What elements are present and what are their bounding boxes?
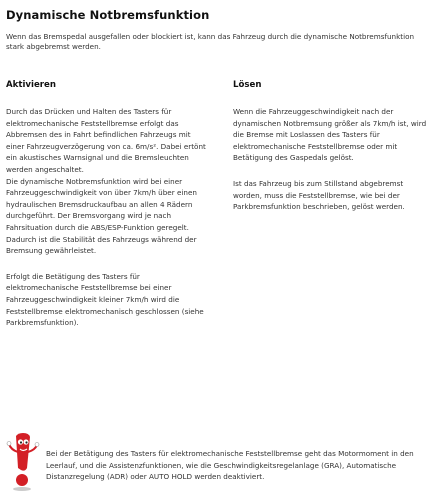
release-paragraph-1: Wenn die Fahrzeuggeschwindigkeit nach der dynamischen Notbremsung größer als 7km/h ist, wird die Bremse mit Loslassen des Tasters für elektromechanische Feststellbremse oder mit Betätigung des Gaspedals gelöst. [233,107,427,163]
release-heading: Lösen [233,80,262,90]
release-section [233,80,429,227]
exclamation-mascot-icon [6,432,40,492]
page-title: Dynamische Notbremsfunktion [6,8,210,22]
intro-paragraph: Wenn das Bremspedal ausgefallen oder blockiert ist, kann das Fahrzeug durch die dynamische Notbremsfunktion stark abgebremst werden. [6,32,415,52]
activate-paragraph-3: Erfolgt die Betätigung des Tasters für elektromechanische Feststellbremse bei einer Fahrzeuggeschwindigkeit kleiner 7km/h wird die Feststellbremse elektromechanisch geschlossen (siehe Parkbremsfunktion). [6,271,204,328]
warning-text: Bei der Betätigung des Tasters für elektromechanische Feststellbremse geht das Motormoment in den Leerlauf, und die Assistenzfunktionen, wie die Geschwindigkeitsregelanlage (GRA), Automatische Distanzregelung (ADR) oder AUTO HOLD werden deaktiviert. [46,449,414,482]
activate-heading: Aktivieren [6,80,56,90]
activate-paragraph-2: Die dynamische Notbremsfunktion wird bei einer Fahrzeuggeschwindigkeit von über 7km/h über einen hydraulischen Bremsdruckaufbau an allen 4 Rädern durchgeführt. Der Bremsvorgang wird je nach Fahrsituation durch die ABS/ESP-Funktion geregelt. Dadurch ist die Stabilität des Fahrzeugs während der Bremsung gewährleistet. [6,176,197,256]
release-paragraph-2: Ist das Fahrzeug bis zum Stillstand abgebremst worden, muss die Feststellbremse, wie bei der Parkbremsfunktion beschrieben, gelöst werden. [233,178,405,212]
activate-paragraph-1: Durch das Drücken und Halten des Tasters für elektromechanische Feststellbremse erfolgt das Abbremsen des in Fahrt befindlichen Fahrzeugs mit einer Fahrzeugverzögerung von ca. 6m/s². Dabei ertönt ein akustisches Warnsignal und die Bremsleuchten werden angeschaltet. [6,107,206,174]
activate-section [6,80,206,343]
warning-note [6,432,430,492]
